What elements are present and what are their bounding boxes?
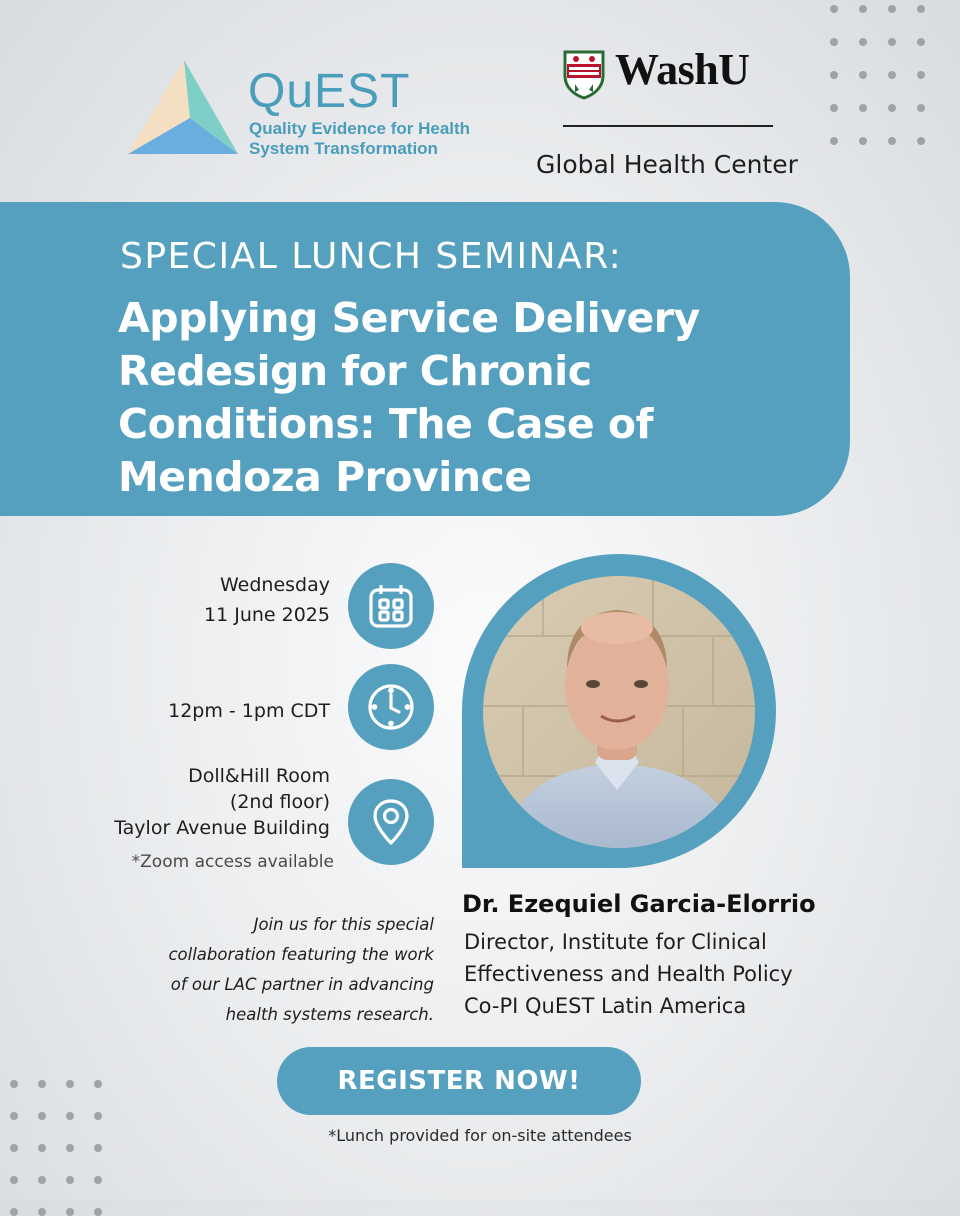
blurb-line-4: health systems research.: [225, 1005, 434, 1024]
register-now-button[interactable]: REGISTER NOW!: [277, 1047, 641, 1115]
event-date: [204, 572, 330, 628]
quest-tagline-line-1: Quality Evidence for Health: [249, 119, 471, 138]
event-floor: (2nd floor): [229, 791, 330, 813]
clock-icon: [366, 682, 416, 732]
event-location: [114, 763, 330, 841]
calendar-icon-badge: [348, 563, 434, 649]
washu-wordmark: WashU: [615, 45, 750, 94]
zoom-note: *Zoom access available: [131, 852, 334, 872]
seminar-title: Applying Service Delivery Redesign for Chronic Conditions: The Case of Mendoza Province: [118, 294, 700, 501]
event-time: 12pm - 1pm CDT: [168, 700, 330, 722]
speaker-title-line-2: Effectiveness and Health Policy: [464, 962, 793, 986]
clock-icon-badge: [348, 664, 434, 750]
location-icon-badge: [348, 779, 434, 865]
event-room: Doll&Hill Room: [188, 765, 330, 787]
location-pin-icon: [366, 797, 416, 847]
event-blurb: [104, 910, 434, 1030]
blurb-line-3: of our LAC partner in advancing: [170, 975, 434, 994]
speaker-name: Dr. Ezequiel Garcia-Elorrio: [462, 890, 816, 918]
event-building: Taylor Avenue Building: [114, 817, 330, 839]
blurb-line-1: Join us for this special: [253, 915, 434, 934]
quest-wordmark: QuEST: [248, 65, 411, 118]
quest-tagline-line-2: System Transformation: [249, 139, 438, 158]
decorative-dot-grid-bottom-left: [10, 1080, 102, 1216]
triangle-logo-icon: [128, 58, 240, 158]
washu-shield-icon: [563, 50, 605, 100]
seminar-kicker: SPECIAL LUNCH SEMINAR:: [120, 236, 623, 277]
lunch-note: *Lunch provided for on-site attendees: [328, 1126, 632, 1145]
event-date-value: 11 June 2025: [204, 604, 330, 626]
logo-divider: [563, 125, 773, 127]
blurb-line-2: collaboration featuring the work: [168, 945, 434, 964]
speaker-title-line-1: Director, Institute for Clinical: [464, 930, 767, 954]
decorative-dot-grid-top-right: [830, 5, 925, 145]
quest-logo: [128, 58, 488, 158]
speaker-title-line-3: Co-PI QuEST Latin America: [464, 994, 747, 1018]
global-health-center-label: Global Health Center: [536, 150, 798, 179]
speaker-photo: [483, 576, 755, 848]
quest-tagline: [249, 119, 470, 159]
event-day: Wednesday: [219, 574, 330, 596]
calendar-icon: [366, 581, 416, 631]
